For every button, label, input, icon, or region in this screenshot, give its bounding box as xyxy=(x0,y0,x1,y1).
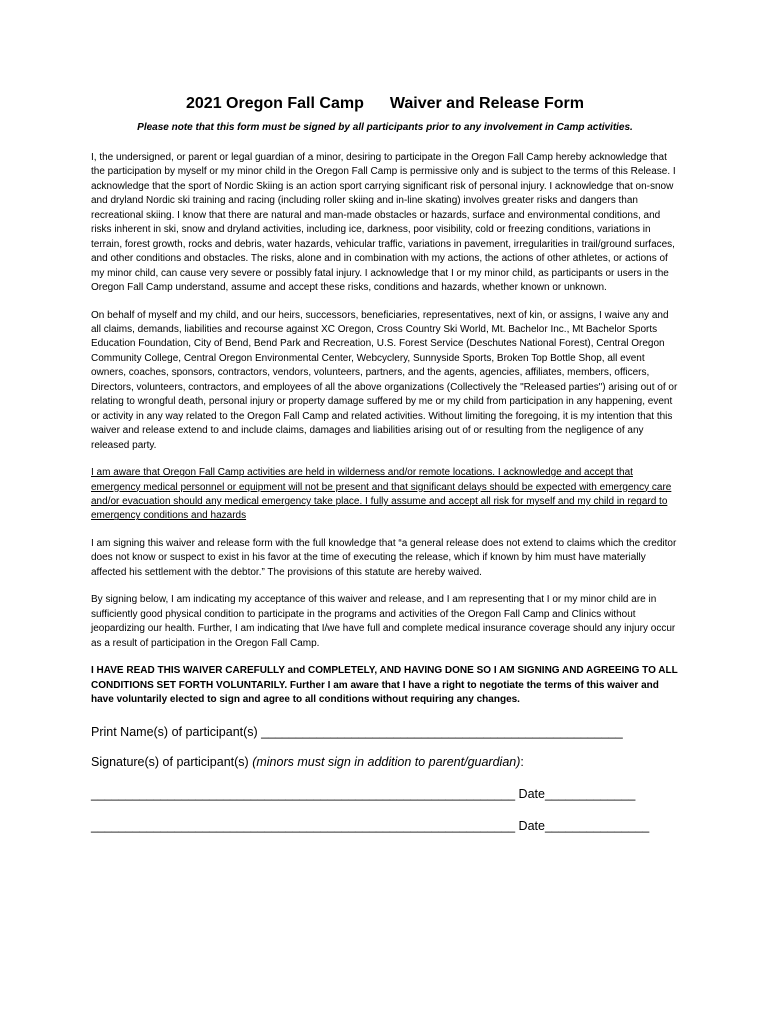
signature-line-2[interactable]: _____________________________________________________________ Date_______________ xyxy=(91,819,650,834)
signature-label xyxy=(91,754,681,770)
signing-note: Please note that this form must be signed by all participants prior to any involvement in Camp activities. xyxy=(137,122,633,133)
waiver-body xyxy=(91,151,681,850)
signature-label-text: Signature(s) of participant(s) xyxy=(91,755,253,770)
document-title xyxy=(0,94,770,114)
paragraph-acceptance: By signing below, I am indicating my acceptance of this waiver and release, and I am representing that I or my minor child are in sufficiently good physical condition to participate in the programs and activities of the Oregon Fall Camp and Clinics without jeopardizing our health. Further, I am indicating that I/we have full and complete medical insurance coverage should any injury occur as a result of participation in the Oregon Fall Camp. xyxy=(91,594,676,649)
paragraph-general-release: I am signing this waiver and release form with the full knowledge that “a general release does not extend to claims which the creditor does not know or suspect to exist in his favor at the time of executing the release, which if known by him must have materially affected his settlement with the debtor.” The provisions of this statute are hereby waived. xyxy=(91,537,677,578)
signature-line-1[interactable]: _____________________________________________________________ Date_____________ xyxy=(91,787,636,802)
paragraph-read-carefully: I HAVE READ THIS WAIVER CAREFULLY and COMPLETELY, AND HAVING DONE SO I AM SIGNING AND AGREEING TO ALL CONDITIONS SET FORTH VOLUNTARILY. Further I am aware that I have a right to negotiate the terms of this waiver and have voluntarily elected to sign and agree to all conditions without requiring any changes. xyxy=(91,665,678,705)
print-name-field[interactable]: Print Name(s) of participant(s) ____________________________________________________ xyxy=(91,725,623,740)
paragraph-remote-locations: I am aware that Oregon Fall Camp activities are held in wilderness and/or remote locations. I acknowledge and accept that emergency medical personnel or equipment will not be present and that significant delays should be expected with emergency care and/or evacuation should any medical emergency take place. I fully assume and accept all risk for myself and my child in regard to emergency conditions and hazards xyxy=(91,467,672,522)
paragraph-risk-acknowledgement: I, the undersigned, or parent or legal guardian of a minor, desiring to participate in the Oregon Fall Camp hereby acknowledge that the participation by myself or my minor child in the Oregon Fall Camp is permissive only and is subject to the terms of this Release. I acknowledge that the sport of Nordic Skiing is an action sport carrying significant risk of personal injury. I acknowledge that on-snow and dryland Nordic ski training and racing (including roller skiing and in-line skating) involves greater risks and dangers than recreational skiing. I know that there are natural and man-made obstacles or hazards, surface and environmental conditions, and risks inherent in ski, snow and dryland activities, including ice, darkness, poor visibility, cold or freezing conditions, variations in terrain, forest growth, rocks and debris, water hazards, vehicular traffic, variations in pavement, irregularities in trail/ground surfaces, and other conditions and obstacles. The risks, alone and in combination with my actions, the actions of other athletes, or actions of my minor child, can cause very severe or possibly fatal injury. I acknowledge that I or my minor child, as participants or users in the Oregon Fall Camp understand, assume and accept these risks, conditions and hazards, whether known or unknown. xyxy=(91,152,676,294)
paragraph-waiver-of-claims: On behalf of myself and my child, and our heirs, successors, beneficiaries, representatives, next of kin, or assigns, I waive any and all claims, demands, liabilities and recourse against XC Oregon, Cross Country Ski World, Mt. Bachelor Inc., Mt Bachelor Sports Education Foundation, City of Bend, Bend Park and Recreation, U.S. Forest Service (Deschutes National Forest), Central Oregon Community College, Central Oregon Environmental Center, Webcyclery, Sunnyside Sports, Broken Top Bottle Shop, all event owners, coaches, sponsors, contractors, vendors, volunteers, partners, and the agents, agencies, affiliates, members, officers, Directors, volunteers, contractors, and employees of all the above organizations (Collectively the "Released parties") arising out of or relating to wrongful death, personal injury or property damage suffered by me or my child from participation in any happening, event or activity in any way related to the Oregon Fall Camp and related activities. Without limiting the foregoing, it is my intention that this waiver and release extend to and include claims, damages and liabilities arising out of or resulting from the negligence of any released party. xyxy=(91,309,678,451)
signature-colon: : xyxy=(520,755,524,770)
signature-note: (minors must sign in addition to parent/guardian) xyxy=(252,755,521,770)
title-event: 2021 Oregon Fall Camp xyxy=(186,95,364,112)
title-form-name: Waiver and Release Form xyxy=(389,95,584,112)
